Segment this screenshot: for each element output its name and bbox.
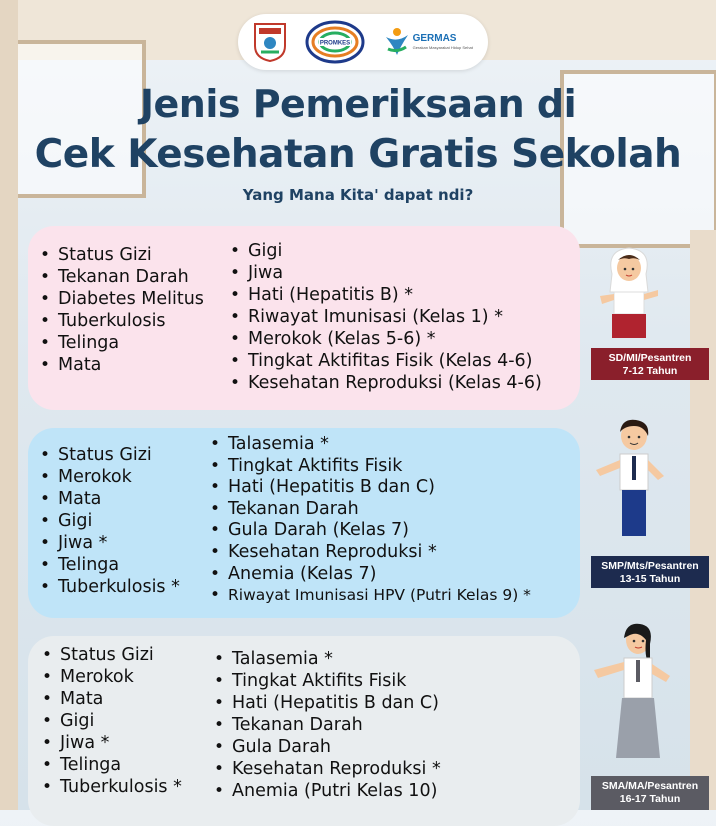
list-item: • Mata [36, 488, 180, 510]
list-item: • Status Gizi [36, 244, 204, 266]
list-item: • Tingkat Aktifitas Fisik (Kelas 4-6) [226, 350, 542, 372]
list-item: • Tuberkulosis [36, 310, 204, 332]
list-item: • Tekanan Darah [206, 499, 531, 521]
sma-left-list [38, 644, 182, 798]
germas-logo [384, 27, 473, 57]
list-item: • Riwayat Imunisasi HPV (Putri Kelas 9) * [206, 585, 531, 607]
sd-age-badge [591, 348, 709, 380]
list-item: • Hati (Hepatitis B) * [226, 284, 542, 306]
promkes-logo-icon [305, 20, 365, 64]
sma-badge-level: SMA/MA/Pesantren [601, 780, 699, 792]
list-item: • Tingkat Aktifits Fisik [206, 456, 531, 478]
page-subtitle: Yang Mana Kita' dapat ndi? [242, 186, 474, 204]
smp-left-list [36, 444, 180, 598]
list-item: • Merokok [38, 666, 182, 688]
list-item: • Gula Darah [210, 736, 441, 758]
list-item: • Tuberkulosis * [36, 576, 180, 598]
list-item: • Riwayat Imunisasi (Kelas 1) * [226, 306, 542, 328]
sma-badge-age: 16-17 Tahun [619, 793, 681, 805]
sma-age-badge [591, 776, 709, 810]
list-item: • Diabetes Melitus [36, 288, 204, 310]
list-item: • Merokok [36, 466, 180, 488]
list-item: • Mata [36, 354, 204, 376]
sma-student-icon [590, 618, 680, 782]
list-item: • Talasemia * [210, 648, 441, 670]
germas-subtitle: Gerakan Masyarakat Hidup Sehat [412, 45, 473, 50]
sd-student-icon [594, 244, 664, 352]
list-item: • Telinga [38, 754, 182, 776]
sd-left-list [36, 244, 204, 376]
list-item: • Hati (Hepatitis B dan C) [210, 692, 441, 714]
list-item: • Gula Darah (Kelas 7) [206, 520, 531, 542]
smp-student-icon [592, 414, 672, 558]
list-item: • Tingkat Aktifits Fisik [210, 670, 441, 692]
sma-right-list [210, 648, 441, 802]
svg-text:PROMKES: PROMKES [320, 40, 351, 47]
list-item: • Tekanan Darah [210, 714, 441, 736]
list-item: • Status Gizi [38, 644, 182, 666]
sd-badge-age: 7-12 Tahun [622, 365, 678, 377]
germas-figure-icon [384, 27, 410, 57]
sd-right-list [226, 240, 542, 394]
panel-sma [28, 636, 580, 826]
smp-right-list [206, 434, 531, 607]
panel-sd [28, 226, 580, 410]
list-item: • Jiwa [226, 262, 542, 284]
smp-age-badge [591, 556, 709, 588]
sd-badge-level: SD/MI/Pesantren [608, 352, 692, 364]
smp-badge-level: SMP/Mts/Pesantren [601, 560, 699, 572]
list-item: • Anemia (Putri Kelas 10) [210, 780, 441, 802]
list-item: • Tuberkulosis * [38, 776, 182, 798]
list-item: • Jiwa * [36, 532, 180, 554]
list-item: • Gigi [38, 710, 182, 732]
list-item: • Mata [38, 688, 182, 710]
pillar-right [690, 230, 716, 810]
list-item: • Tekanan Darah [36, 266, 204, 288]
list-item: • Kesehatan Reproduksi * [206, 542, 531, 564]
list-item: • Kesehatan Reproduksi (Kelas 4-6) [226, 372, 542, 394]
list-item: • Hati (Hepatitis B dan C) [206, 477, 531, 499]
smp-badge-age: 13-15 Tahun [619, 573, 681, 585]
list-item: • Jiwa * [38, 732, 182, 754]
list-item: • Anemia (Kelas 7) [206, 564, 531, 586]
list-item: • Merokok (Kelas 5-6) * [226, 328, 542, 350]
list-item: • Talasemia * [206, 434, 531, 456]
list-item: • Gigi [36, 510, 180, 532]
page-title-line2: Cek Kesehatan Gratis Sekolah [34, 132, 682, 177]
logo-bar [238, 14, 488, 70]
list-item: • Status Gizi [36, 444, 180, 466]
list-item: • Telinga [36, 332, 204, 354]
panel-smp [28, 428, 580, 618]
list-item: • Telinga [36, 554, 180, 576]
list-item: • Gigi [226, 240, 542, 262]
list-item: • Kesehatan Reproduksi * [210, 758, 441, 780]
germas-title: GERMAS [412, 33, 457, 44]
kabupaten-emblem-icon [253, 22, 287, 62]
page-title-line1: Jenis Pemeriksaan di [139, 82, 577, 126]
